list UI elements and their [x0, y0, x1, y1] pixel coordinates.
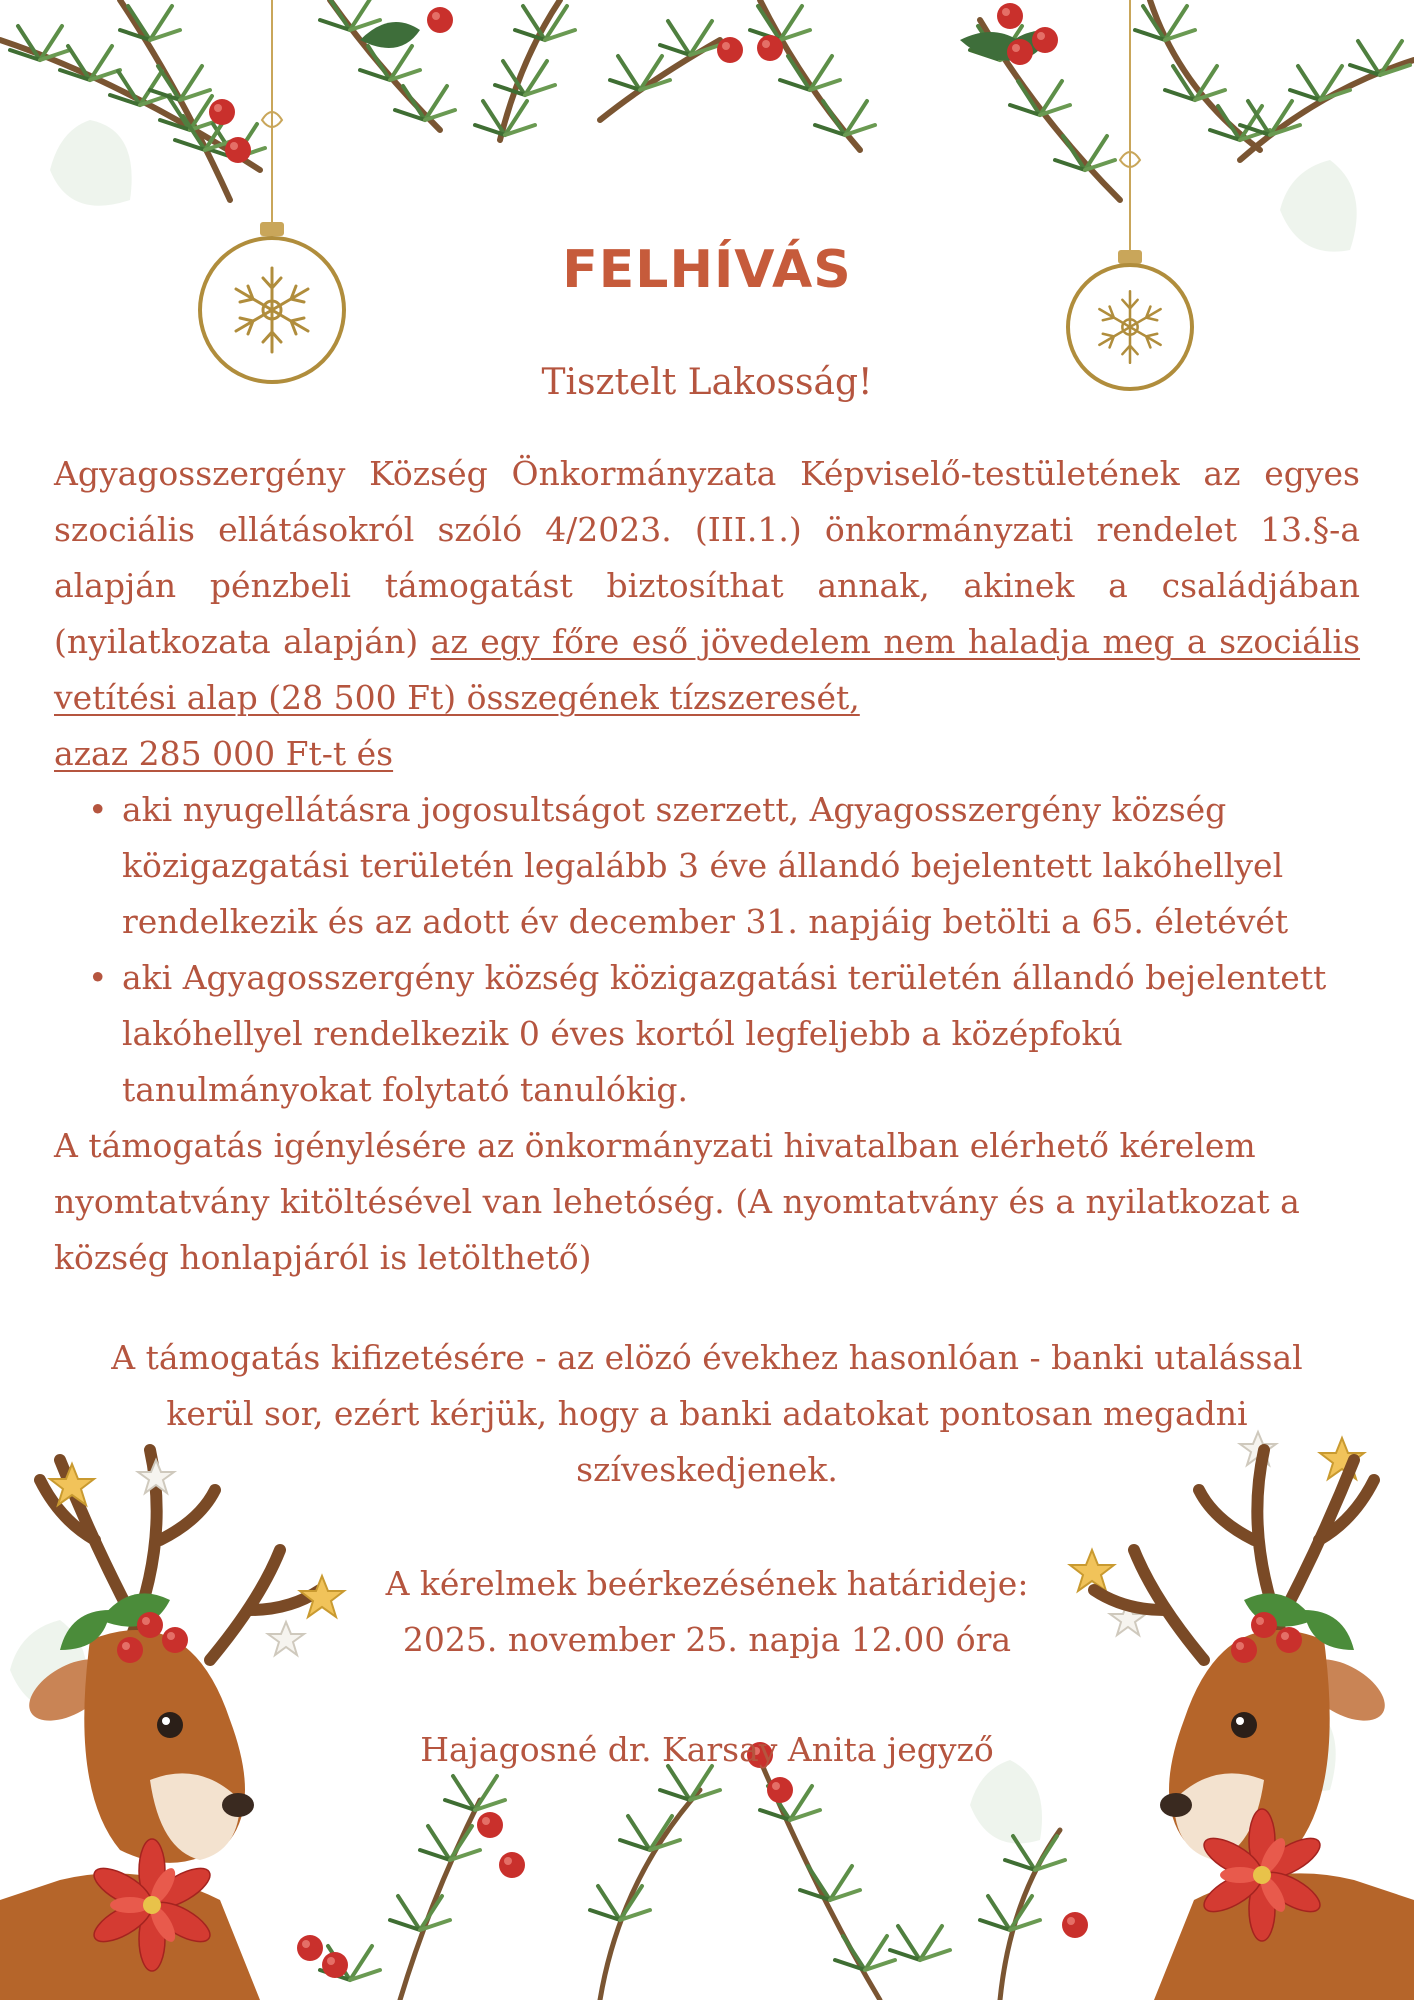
greeting: Tisztelt Lakosság! — [541, 362, 873, 403]
payment-paragraph: A támogatás kifizetésére - az elözó évekhez hasonlóan - banki utalással kerül sor, ezért kérjük, hogy a banki adatokat pontosan megadni szíveskedjenek. — [111, 1338, 1303, 1489]
intro-text: Agyagosszergény Község Önkormányzata Képviselő-testületének az egyes szociális ellátásokról szóló 4/2023. (III.1.) önkormányzati rendelet 13.§-a alapján pénzbeli támogatást biztosíthat annak, akinek a családjában (nyilatkozata alapján) — [54, 454, 1360, 661]
pine-branch-icon — [320, 1760, 1065, 2000]
body-text — [54, 446, 1360, 1286]
page-title: FELHÍVÁS — [562, 240, 852, 300]
signature: Hajagosné dr. Karsay Anita jegyző — [420, 1730, 994, 1769]
income-condition: az egy főre eső jövedelem nem haladja meg a szociális vetítési alap (28 500 Ft) összegének tízszeresét, — [54, 622, 1361, 717]
list-item-text: aki nyugellátásra jogosultságot szerzett, Agyagosszergény község közigazgatási területén legalább 3 éve állandó bejelentett lakóhellyel rendelkezik és az adott év december 31. napjáig betölti a 65. életévét — [122, 790, 1289, 941]
poinsettia-icon — [88, 1809, 1325, 1971]
list-item — [88, 782, 1360, 950]
deadline-value: 2025. november 25. napja 12.00 óra — [402, 1620, 1012, 1659]
bullet: • — [88, 958, 108, 997]
pine-branch-icon — [0, 0, 1414, 200]
income-amount: azaz 285 000 Ft-t és — [54, 734, 394, 773]
condition-list — [54, 782, 1360, 1118]
bullet: • — [88, 790, 108, 829]
list-item — [88, 950, 1360, 1118]
snowflake-ornament-icon — [200, 0, 1192, 389]
list-item-text: aki Agyagosszergény község közigazgatási területén állandó bejelentett lakóhellyel rendelkezik 0 éves kortól legfeljebb a középfokú tanulmányokat folytató tanulókig. — [122, 958, 1327, 1109]
intro-paragraph — [54, 446, 1360, 726]
application-paragraph: A támogatás igénylésére az önkormányzati hivatalban elérhető kérelem nyomtatvány kitöltésével van lehetóség. (A nyomtatvány és a nyilatkozat a község honlapjáról is letölthető) — [54, 1126, 1300, 1277]
deadline-label: A kérelmek beérkezésének határideje: — [385, 1564, 1029, 1603]
